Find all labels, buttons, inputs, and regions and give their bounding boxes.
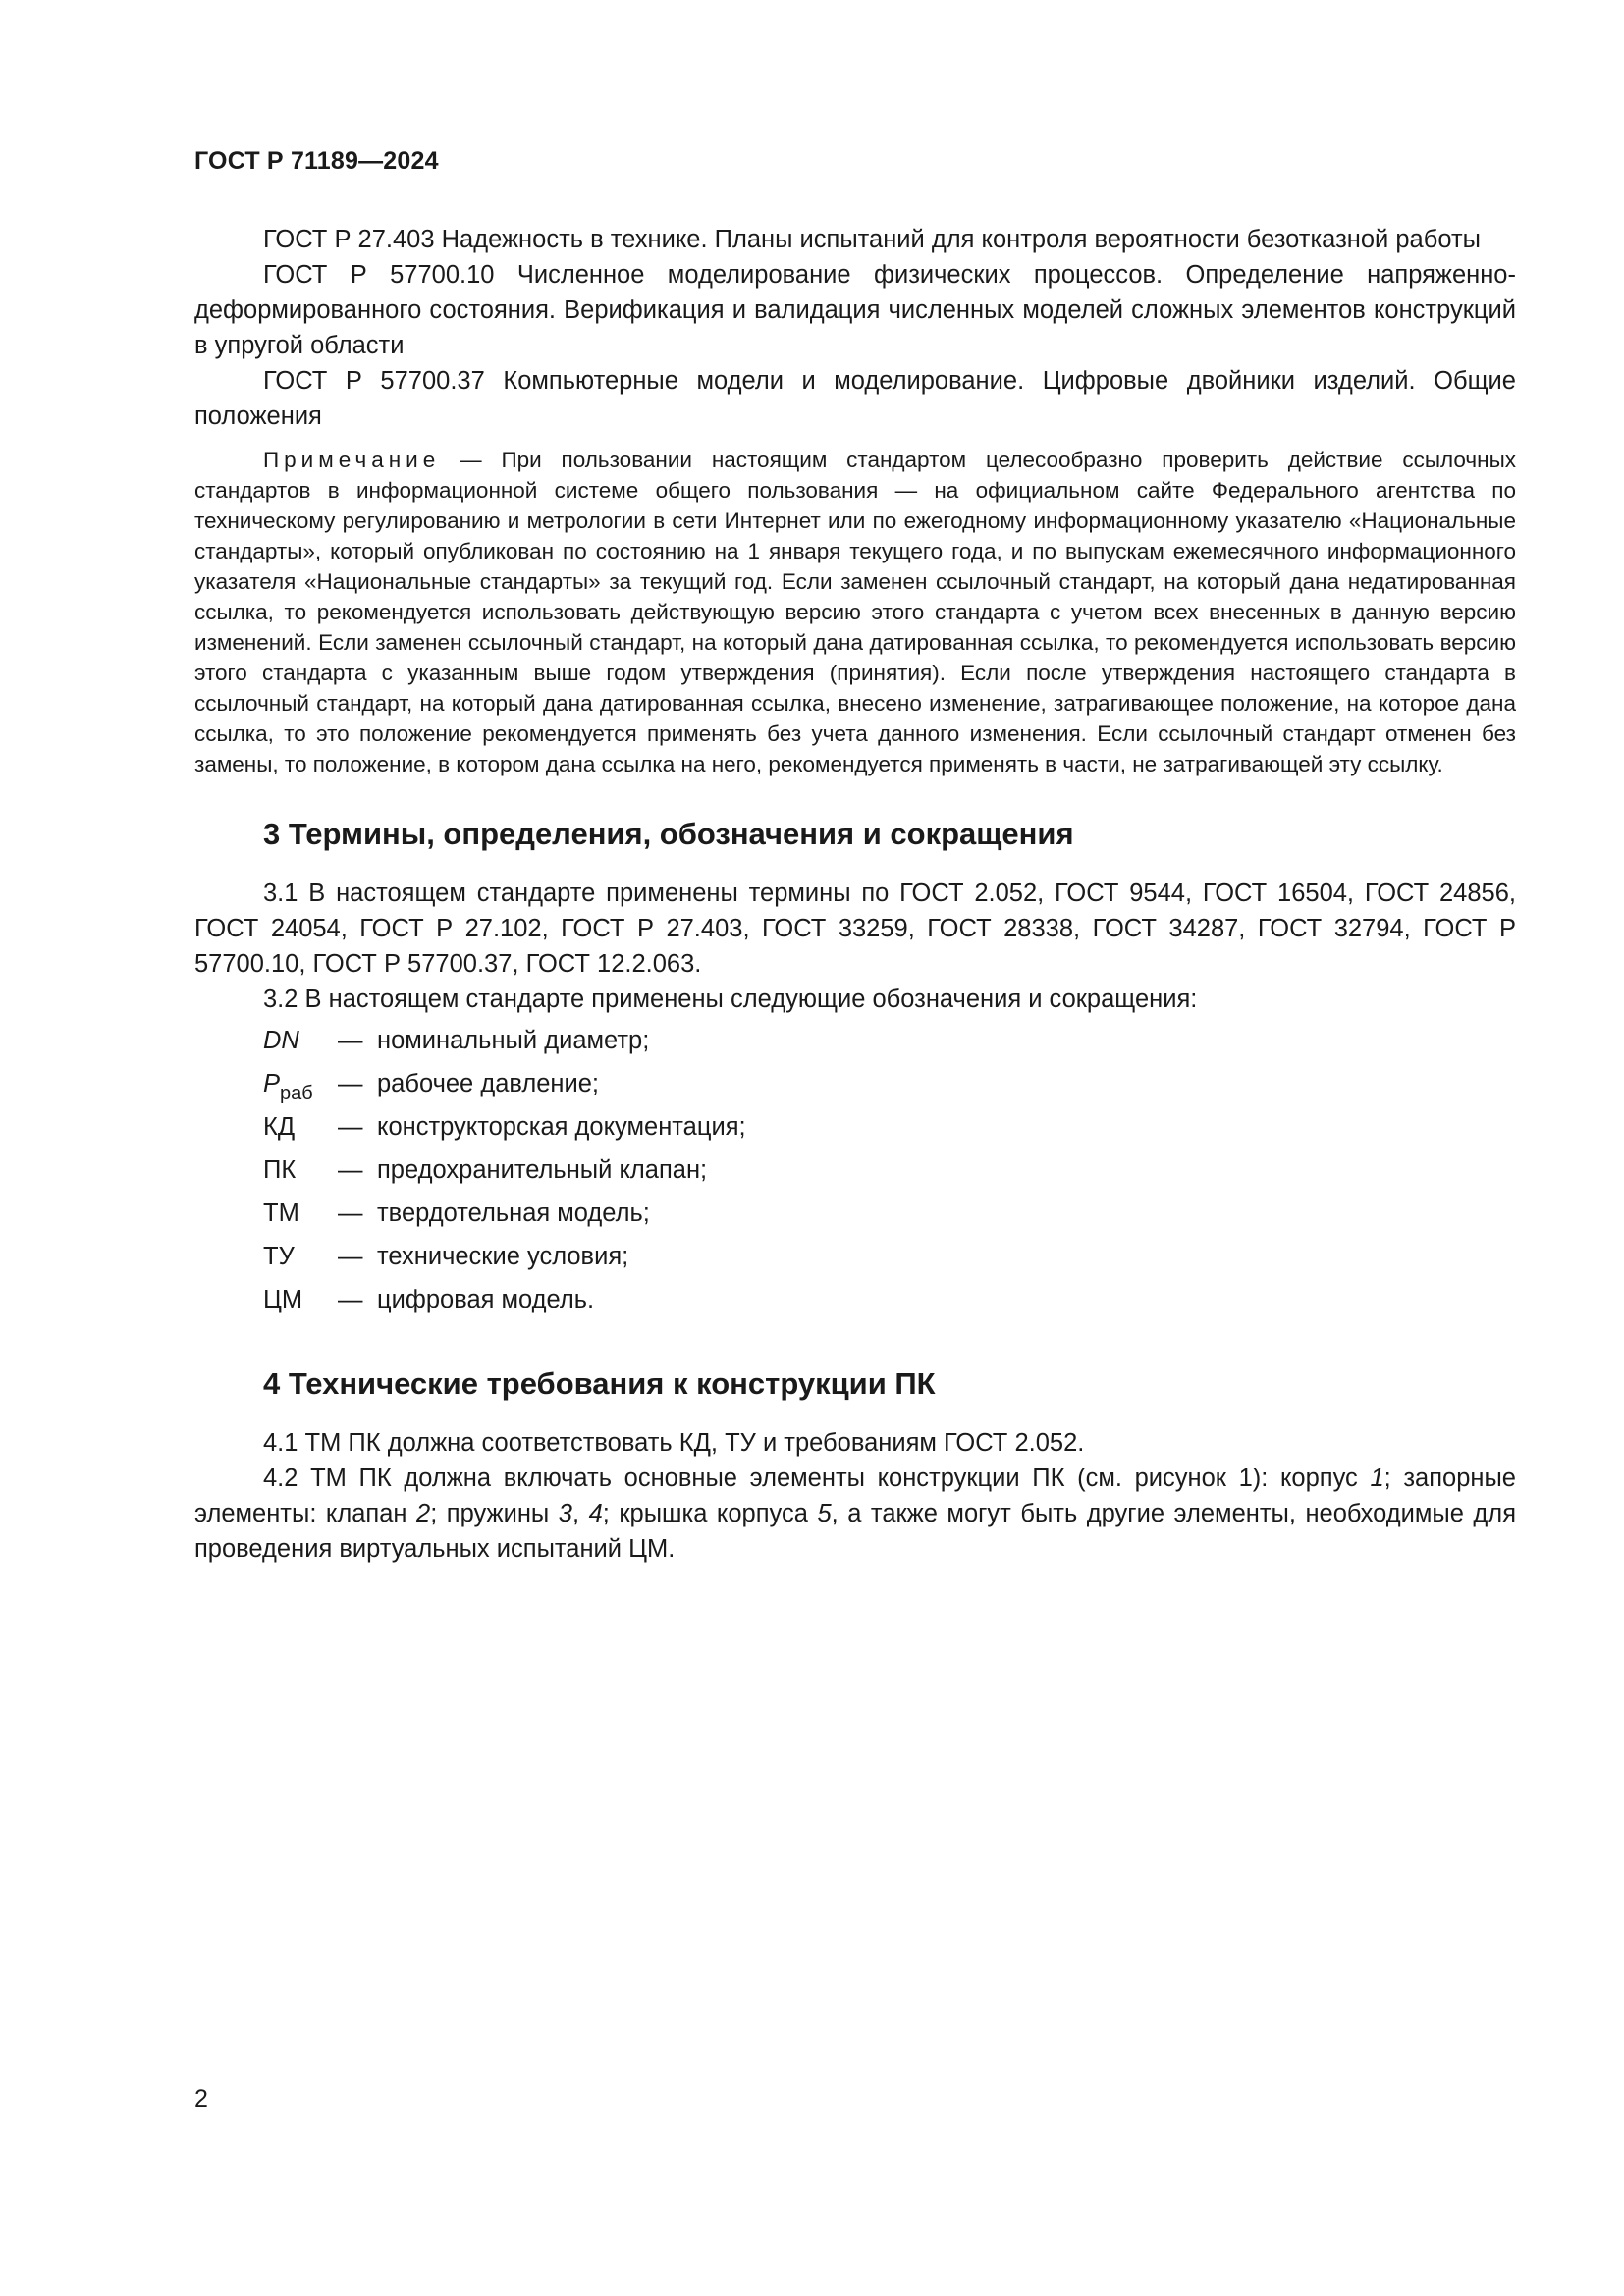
reference-code: ГОСТ Р 27.403 xyxy=(263,226,435,253)
clause-text: ; пружины xyxy=(430,1500,559,1527)
clause-4-1: 4.1 ТМ ПК должна соответствовать КД, ТУ и требованиям ГОСТ 2.052. xyxy=(263,1429,1085,1457)
page-number: 2 xyxy=(194,2085,208,2112)
reference-code: ГОСТ Р 57700.37 xyxy=(263,367,485,395)
abbreviation-term: ТУ xyxy=(263,1243,295,1270)
item-number: 2 xyxy=(416,1500,431,1527)
abbreviation-term xyxy=(263,1066,338,1111)
abbreviation-dash: — xyxy=(338,1200,363,1227)
abbreviation-dash: — xyxy=(338,1286,363,1313)
document-code-header: ГОСТ Р 71189—2024 xyxy=(194,147,439,175)
abbreviation-definition: номинальный диаметр; xyxy=(377,1027,650,1054)
clause-4-2 xyxy=(194,1461,1516,1567)
abbreviation-definition: твердотельная модель; xyxy=(377,1200,650,1227)
abbreviation-term: ЦМ xyxy=(263,1286,303,1313)
abbreviation-definition: цифровая модель. xyxy=(377,1286,595,1313)
abbreviation-list xyxy=(263,1023,1516,1325)
note-label: Примечание xyxy=(263,448,441,472)
abbreviation-item xyxy=(263,1023,1516,1066)
clause-text: ; запорные элементы: клапан xyxy=(194,1465,1516,1527)
abbreviation-item xyxy=(263,1282,1516,1325)
clause-text: , xyxy=(571,1500,589,1527)
clause-text: 4.2 ТМ ПК должна включать основные элементы конструкции ПК (см. рисунок 1): корпус xyxy=(263,1465,1371,1492)
item-number: 4 xyxy=(588,1500,603,1527)
reference-entry xyxy=(194,257,1516,363)
document-body xyxy=(194,222,1516,1567)
item-number: 1 xyxy=(1370,1465,1384,1492)
reference-entry xyxy=(194,363,1516,434)
abbreviation-term: DN xyxy=(263,1027,299,1054)
reference-entry xyxy=(194,222,1516,257)
clause-3-1: 3.1 В настоящем стандарте применены термины по ГОСТ 2.052, ГОСТ 9544, ГОСТ 16504, ГОСТ 24856, ГОСТ 24054, ГОСТ Р 27.102, ГОСТ Р 27.403, ГОСТ 33259, ГОСТ 28338, ГОСТ 34287, ГОСТ 32794, ГОСТ Р 57700.10, ГОСТ Р 57700.37, ГОСТ 12.2.063. xyxy=(194,880,1516,978)
abbreviation-dash: — xyxy=(338,1156,363,1184)
symbol-subscript: раб xyxy=(280,1083,313,1104)
abbreviation-dash: — xyxy=(338,1027,363,1054)
clause-text: , а также могут быть другие элементы, необходимые для проведения виртуальных испытаний ЦМ. xyxy=(194,1500,1516,1563)
abbreviation-dash: — xyxy=(338,1113,363,1141)
clause-text: ; крышка корпуса xyxy=(602,1500,818,1527)
abbreviation-term: ТМ xyxy=(263,1200,299,1227)
reference-title: Компьютерные модели и моделирование. Цифровые двойники изделий. Общие положения xyxy=(194,367,1516,430)
symbol-letter: P xyxy=(263,1070,281,1097)
abbreviation-item xyxy=(263,1196,1516,1239)
abbreviation-definition: технические условия; xyxy=(377,1243,629,1270)
abbreviation-definition: рабочее давление; xyxy=(377,1070,600,1097)
note-text: — При пользовании настоящим стандартом целесообразно проверить действие ссылочных стандартов в информационной системе общего пользования — на официальном сайте Федерального агентства по техническому регулированию и метрологии в сети Интернет или по ежегодному информационному указателю «Национальные стандарты», который опубликован по состоянию на 1 января текущего года, и по выпускам ежемесячного информационного указателя «Национальные стандарты» за текущий год. Если заменен ссылочный стандарт, на который дана недатированная ссылка, то рекомендуется использовать действующую версию этого стандарта с учетом всех внесенных в данную версию изменений. Если заменен ссылочный стандарт, на который дана датированная ссылка, то рекомендуется использовать версию этого стандарта с указанным выше годом утверждения (принятия). Если после утверждения настоящего стандарта в ссылочный стандарт, на который дана датированная ссылка, внесено изменение, затрагивающее положение, на которое дана ссылка, то это положение рекомендуется применять без учета данного изменения. Если ссылочный стандарт отменен без замены, то положение, в котором дана ссылка на него, рекомендуется применять в части, не затрагивающей эту ссылку. xyxy=(194,448,1516,776)
reference-title: Надежность в технике. Планы испытаний для контроля вероятности безотказной работы xyxy=(441,226,1481,253)
section-3-heading: 3 Термины, определения, обозначения и сокращения xyxy=(263,817,1074,851)
reference-title: Численное моделирование физических процессов. Определение напряженно-деформированного состояния. Верификация и валидация численных моделей сложных элементов конструкций в упругой области xyxy=(194,261,1516,359)
abbreviation-term: КД xyxy=(263,1113,296,1141)
abbreviation-dash: — xyxy=(338,1243,363,1270)
abbreviation-definition: конструкторская документация; xyxy=(377,1113,746,1141)
abbreviation-dash: — xyxy=(338,1070,363,1097)
abbreviation-item xyxy=(263,1066,1516,1109)
abbreviation-term: ПК xyxy=(263,1156,297,1184)
item-number: 3 xyxy=(558,1500,572,1527)
abbreviation-item xyxy=(263,1152,1516,1196)
item-number: 5 xyxy=(817,1500,832,1527)
clause-3-2: 3.2 В настоящем стандарте применены следующие обозначения и сокращения: xyxy=(263,986,1198,1013)
reference-code: ГОСТ Р 57700.10 xyxy=(263,261,495,289)
note-paragraph xyxy=(194,445,1516,779)
abbreviation-definition: предохранительный клапан; xyxy=(377,1156,708,1184)
section-4-heading: 4 Технические требования к конструкции ПК xyxy=(263,1366,936,1401)
abbreviation-item xyxy=(263,1109,1516,1152)
abbreviation-item xyxy=(263,1239,1516,1282)
